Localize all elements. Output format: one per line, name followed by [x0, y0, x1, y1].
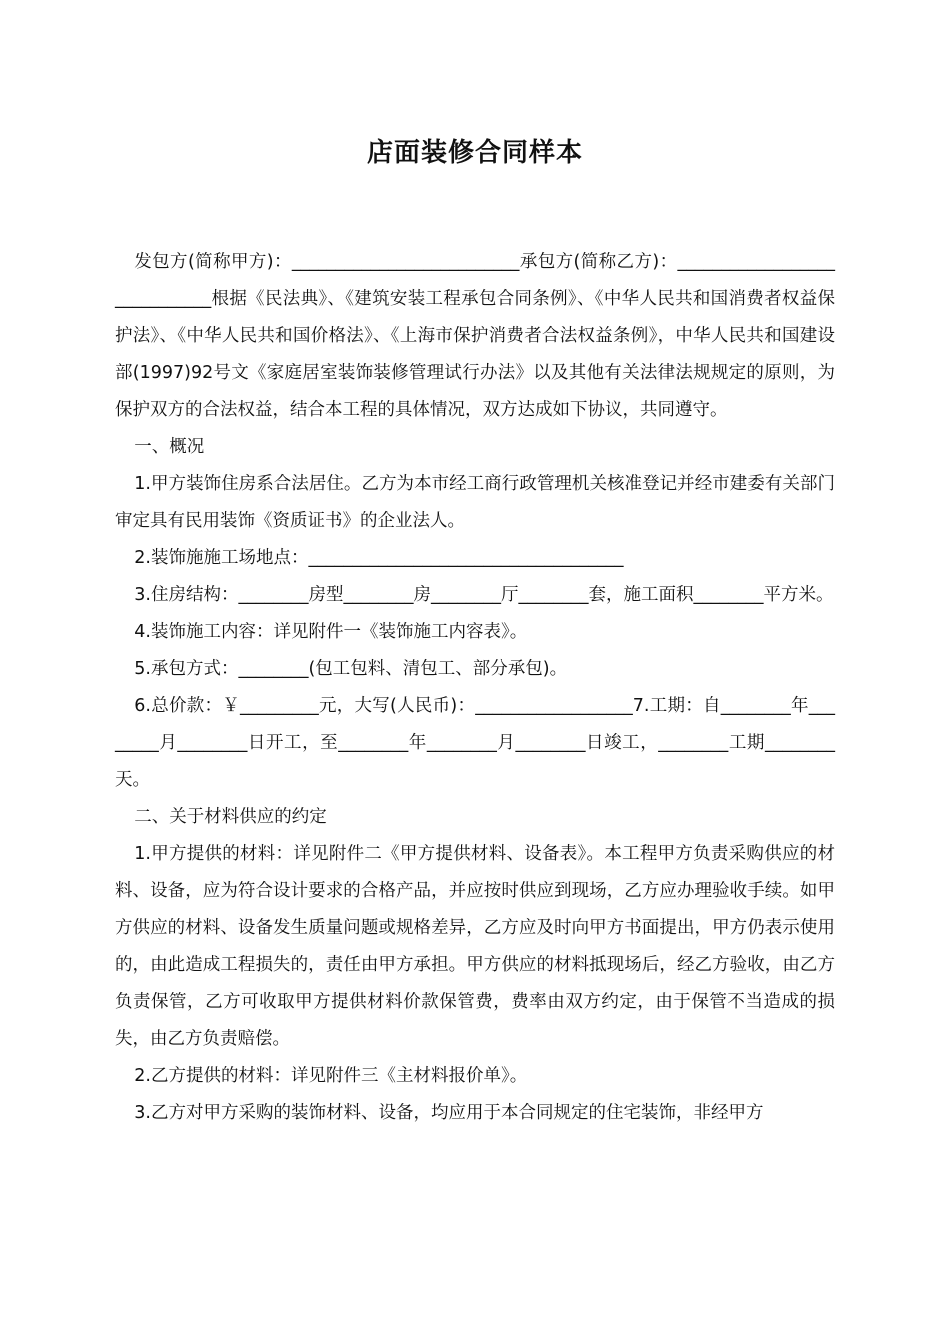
paragraph-item-2: 2.装饰施施工场地点：____________________________________ — [134, 548, 624, 568]
paragraph-material-2: 2.乙方提供的材料：详见附件三《主材料报价单》。 — [134, 1066, 528, 1086]
document-body — [115, 244, 835, 1132]
paragraph-item-6: 6.总价款：￥_________元，大写(人民币)：__________________7.工期：自________年________月________日开工，至________年________月________日竣工，________工期________天。 — [115, 696, 835, 790]
paragraph-item-1: 1.甲方装饰住房系合法居住。乙方为本市经工商行政管理机关核准登记并经市建委有关部门审定具有民用装饰《资质证书》的企业法人。 — [115, 474, 835, 531]
document-title: 店面装修合同样本 — [366, 138, 583, 168]
paragraph-item-5: 5.承包方式：________(包工包料、清包工、部分承包)。 — [134, 659, 568, 679]
paragraph-item-3: 3.住房结构：________房型________房________厅________套，施工面积________平方米。 — [134, 585, 834, 605]
section-heading-overview: 一、概况 — [134, 437, 205, 457]
paragraph-material-3: 3.乙方对甲方采购的装饰材料、设备，均应用于本合同规定的住宅装饰，非经甲方 — [134, 1103, 764, 1123]
paragraph-intro: 发包方(简称甲方)：__________________________承包方(简称乙方)：_____________________________根据《民法典》、《建筑安装工程承包合同条例》、《中华人民共和国消费者权益保护法》、《中华人民共和国价格法》、《上海市保护消费者合法权益条例》，中华人民共和国建设部(1997)92号文《家庭居室装饰装修管理试行办法》以及其他有关法律法规规定的原则，为保护双方的合法权益，结合本工程的具体情况，双方达成如下协议，共同遵守。 — [115, 252, 835, 420]
paragraph-item-4: 4.装饰施工内容：详见附件一《装饰施工内容表》。 — [134, 622, 528, 642]
section-heading-materials: 二、关于材料供应的约定 — [134, 807, 327, 827]
paragraph-material-1: 1.甲方提供的材料：详见附件二《甲方提供材料、设备表》。本工程甲方负责采购供应的材料、设备，应为符合设计要求的合格产品，并应按时供应到现场，乙方应办理验收手续。如甲方供应的材料、设备发生质量问题或规格差异，乙方应及时向甲方书面提出，甲方仍表示使用的，由此造成工程损失的，责任由甲方承担。甲方供应的材料抵现场后，经乙方验收，由乙方负责保管，乙方可收取甲方提供材料价款保管费，费率由双方约定，由于保管不当造成的损失，由乙方负责赔偿。 — [115, 844, 835, 1049]
